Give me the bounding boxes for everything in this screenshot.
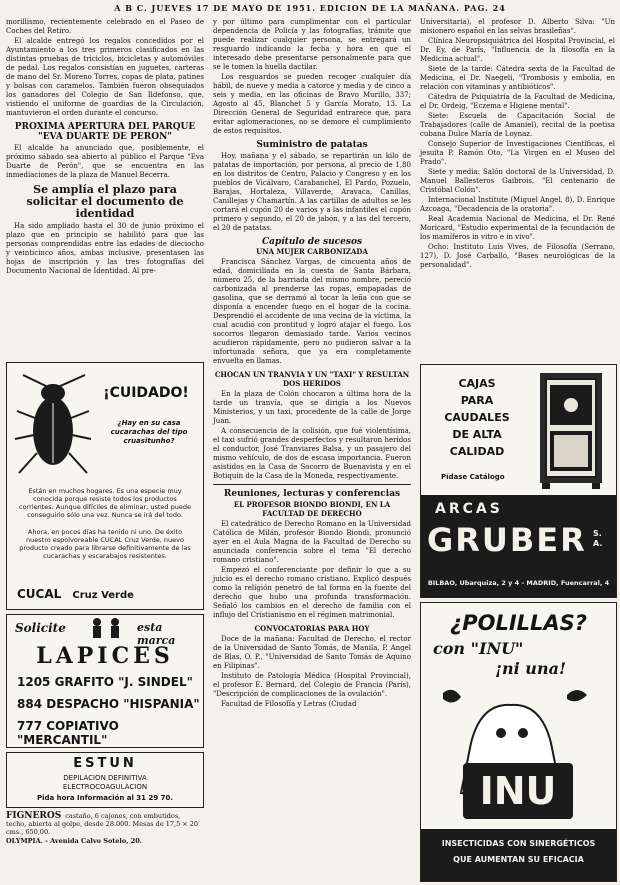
article-text: Internacional Institute (Miguel Angel, 8), D. Enrique Azcoaga, "Decadencia de la oratoria". [420, 196, 615, 213]
estun-ad [6, 752, 204, 808]
gruber-ad [420, 364, 617, 598]
article-text: Ha sido ampliado hasta el 30 de junio próximo el plazo que en principio se habilitó para que las personas comprendidas entre las edades de dieciocho y veinticinco años, ambas inclusive, presentasen las hojas de inscripción y las tres fotografías del Documento Nacional de Identidad. Al pre- [6, 222, 204, 275]
estun-line: Pida hora Información al 31 29 70. [36, 794, 174, 802]
cucal-body: Ahora, en pocos días ha tenido ni uno. De éxito nuestro espolvoreable CUCAL Cruz Verde, nuevo producto creado para librarse definitivamente de las cucarachas y escarabajos resistentes. [19, 528, 191, 560]
gruber-band [421, 495, 616, 597]
lapices-top-left: Solicite [15, 621, 66, 635]
gruber-sa: S. A. [593, 529, 603, 548]
article-text: Facultad de Filosofía y Letras (Ciudad [221, 700, 357, 708]
headline: Reuniones, lecturas y conferencias [223, 489, 401, 499]
article-text: Hoy, mañana y el sábado, se repartirán un kilo de patatas de importación, por persona, al precio de 1,80 en los distritos de Centro, Palacio y Congreso y en los pueblos de Vicálvaro, Carabanchel, El Pardo, Pozuelo, Barajas, Hortaleza, Villaverde, Aravaca, Canillas, Canillejas y Chamartín. A las cartillas de adultos se les cortará el cupón 20 de varios y a las infantiles el cupón primero y segundo, el 20 de jabón, y a las del tercero, el 20 de patatas. [213, 152, 411, 232]
cucal-ad [6, 362, 204, 610]
inu-can [463, 763, 573, 819]
safe-icon [536, 371, 606, 491]
inu-line: con "INU" [433, 639, 524, 658]
column-1 [6, 18, 204, 277]
cucal-brand: CUCAL [17, 587, 62, 601]
article-text: El alcalde entregó los regalos concedidos por el Ayuntamiento a los tres primeros clasificados en las distintas pruebas de triciclos, bicicletas y automóviles de pedal. Los regalos consistían en juguetes, carteras de mano del Sr. Moreno Torres, copas de plata, patines y bolsas con caramelos. También fueron obsequiados los ganadores del Colegio de San Ildefonso, que, vistiendo el uniforme de guardias de la Circulación, mantuvieron el orden durante el concurso. [6, 37, 204, 117]
cucal-brand-line [17, 583, 134, 602]
article-text: Siete: Escuela de Capacitación Social de Trabajadores (calle de Amaniel), recital de la poetisa cubana Dulce María de Loynaz. [420, 112, 615, 138]
classified-text: castaño, 6 cajones, con embutidos, techo, abierta al golpe, desde 28.000. Mesas de 17,5 × 20 cms., 650,00. [6, 812, 199, 836]
article-text: Real Academia Nacional de Medicina, el Dr. René Moricard, "Estudio experimental de la fecundación de los mamíferos in vitro e in vivo". [420, 215, 615, 241]
article-text: Empezó el conferenciante por definir lo que a su juicio es el derecho romano cristiano. Explicó después como la religión penetró de tal forma en la fuente del derecho que hubo una profunda transformación. Señaló los cambios en el derecho de familia con el influjo del Cristianismo en el régimen matrimonial. [213, 566, 411, 619]
classified-ad [6, 812, 202, 845]
children-logo-icon [87, 617, 127, 639]
article-text: Francisca Sánchez Vargas, de cincuenta años de edad, domiciliada en la cuesta de Santa Bárbara, número 25, de la barriada del mismo nombre, pereció carbonizada al prenderse las ropas, empapadas de gasolina, que se derramó al tocar la leña con que se disponía a encender fuego en el hogar de la cocina. Desprendió el accidente de una vecina de la víctima, la cual acudió con prontitud y logró atajar el fuego. Los socorros llegaron demasiado tarde. Varios vecinos acudieron rápidamente, pero no pudieron salvar a la infortunada señora, que ya era completamente envuelta en llamas. [213, 258, 411, 365]
article-text: Siete de la tarde: Cátedra sexta de la Facultad de Medicina, el Dr. Naegeli, "Trombosis y embolia, en relación con vitaminas y antibióticos". [420, 65, 615, 91]
gruber-arcas: ARCAS [435, 501, 503, 517]
gruber-line: PARA [460, 394, 494, 407]
lapices-title: LAPICES [36, 643, 174, 669]
headline: PROXIMA APERTURA DEL PARQUE "EVA DUARTE DE PERON" [14, 122, 196, 142]
gruber-line: CAUDALES [444, 411, 510, 424]
gruber-brand: GRUBER [427, 521, 587, 559]
article-text: El catedrático de Derecho Romano en la Universidad Católica de Milán, profesor Biondo Biondi, pronunció ayer en el Aula Magna de la Facultad de Derecho su anunciada conferencia sobre el tema "El derecho romano cristiano". [213, 520, 411, 564]
lapices-ad [6, 614, 204, 748]
column-2 [213, 18, 411, 710]
article-text: Instituto de Patología Médica (Hospital Provincial), el profesor E. Bernard, del Colegio de Francia (París), "Descripción de complicaciones de la ovulación". [213, 672, 411, 698]
column-3 [420, 18, 615, 271]
article-text: Consejo Superior de Investigaciones Científicas, el jesuita P. Ramón Oto, "La Virgen en el Museo del Prado". [420, 140, 615, 166]
cucal-title: ¡CUIDADO! [103, 385, 189, 401]
article-text: y por último para cumplimentar con el particular dependencia de Policía y las fotografías, trámite que puede realizar cualquier persona, se entregará un resguardo indicando la fecha y hora en que el interesado debe presentarse personalmente para que se le tomen la huella dactilar. [213, 18, 411, 71]
subheadline: UNA MUJER CARBONIZADA [256, 247, 368, 256]
inu-footer [421, 829, 616, 881]
inu-ad [420, 602, 617, 882]
gruber-address: BILBAO, Ubarquiza, 2 y 4 - MADRID, Fuencarral, 4 [427, 579, 610, 587]
gruber-line: DE ALTA [452, 428, 502, 441]
inu-brand: INU [479, 769, 557, 813]
estun-line: DEPILACION DEFINITIVA [63, 774, 147, 782]
article-text: A consecuencia de la colisión, que fué violentísima, el taxi sufrió grandes desperfectos y resultaron heridos el conductor, José Tranviares Balsa, y un pasajero del mismo vehículo, de dos de escasa importancia. Fueron asistidos en la Casa de Socorro de Buenavista y en el Botiquín de la Casa de la Moneda, respectivamente. [213, 427, 411, 480]
headline: Capítulo de sucesos [261, 237, 363, 247]
article-text: En la plaza de Colón chocaron a última hora de la tarde un tranvía, que se dirigía a los Nuevos Ministerios, y un taxi, procedente de la calle de Jorge Juan. [213, 390, 411, 425]
article-text: Siete y media: Salón doctoral de la Universidad, D. Manuel Ballesteros Gaibrois, "El centenario de Cristóbal Colón". [420, 168, 615, 194]
inu-line: ¡ni una! [495, 659, 566, 678]
article-text: Cátedra de Psiquiatría de la Facultad de Medicina, el Dr. Ordeig, "Eczema e Higiene mental". [420, 93, 615, 110]
classified-word: FIGNEROS [6, 811, 62, 821]
cucal-brand-sub: Cruz Verde [72, 590, 134, 601]
article-text: Universitaria), el profesor D. Alberto Silva: "Un misionero español en las selvas brasileñas". [420, 18, 615, 35]
article-text: Clínica Neuropsiquiátrica del Hospital Provincial, el Dr. Ey, de París, "Influencia de la filosofía en la Medicina actual". [420, 37, 615, 63]
headline: Suministro de patatas [256, 140, 368, 150]
estun-title: ESTUN [73, 756, 137, 771]
divider [213, 484, 411, 485]
gruber-line: CALIDAD [449, 445, 505, 458]
headline: Se amplía el plazo para solicitar el documento de identidad [26, 183, 184, 220]
cockroach-icon [13, 373, 93, 483]
lapices-line: 884 DESPACHO "HISPANIA" [17, 697, 200, 711]
article-text: Ocho: Instituto Luis Vives, de Filosofía (Serrano, 127), D. José Carballo, "Bases neurológicas de la personalidad". [420, 243, 615, 269]
classified-shop: OLYMPIA. - Avenida Calvo Sotelo, 20. [6, 837, 143, 845]
estun-line: ELECTROCOAGULACION [62, 783, 148, 791]
article-text: Los resguardos se pueden recoger cualquier día hábil, de nueve y media a catorce y media y de cinco a seis y media, en las oficinas de Bravo Murillo, 337; Agosto al 45, Blanchet 5 y García Morato, 13. La Dirección General de Seguridad entrarece que, para evitar aglomeraciones, no se demore el cumplimiento de estos requisitos. [213, 73, 411, 135]
gruber-catalog: Pídase Catálogo [441, 473, 505, 481]
lapices-top-right: esta marca [137, 621, 176, 647]
cucal-body: Están en muchos hogares. Es una especie muy conocida porque resiste todos los productos corrientes. Aunque difíciles de eliminar, usted puede conseguirlo sólo una vez. Nunca se irá del todo. [19, 487, 191, 519]
page-header: A B C. JUEVES 17 DE MAYO DE 1951. EDICION DE LA MAÑANA. PAG. 24 [114, 3, 506, 13]
headline: CHOCAN UN TRANVIA Y UN "TAXI" Y RESULTAN DOS HERIDOS [214, 370, 410, 388]
subheadline: EL PROFESOR BIONDO BIONDI, EN LA FACULTAD DE DERECHO [233, 500, 391, 518]
cucal-question: ¿Hay en su casa cucarachas del tipo cruasitunho? [110, 419, 188, 445]
headline: CONVOCATORIAS PARA HOY [254, 624, 370, 633]
inu-foot: INSECTICIDAS CON SINERGÉTICOS [441, 839, 596, 848]
article-text: morillismo, recientemente celebrado en el Paseo de Coches del Retiro. [6, 18, 204, 35]
gruber-line: CAJAS [458, 377, 496, 390]
lapices-line: 1205 GRAFITO "J. SINDEL" [17, 675, 193, 689]
lapices-line: 777 COPIATIVO "MERCANTIL" [17, 719, 119, 747]
gruber-headline [429, 375, 525, 460]
inu-foot: QUE AUMENTAN SU EFICACIA [453, 855, 584, 864]
inu-question: ¿POLILLAS? [450, 611, 587, 635]
article-text: El alcalde ha anunciado que, posiblemente, el próximo sábado sea abierto al público el Parque "Eva Duarte de Perón", que se encuentra en las inmediaciones de la plaza de Manuel Becerra. [6, 144, 204, 179]
article-text: Doce de la mañana: Facultad de Derecho, el rector de la Universidad de Santo Tomás, de Manila, P. Angel de Blas, O. P., "Universidad de Santo Tomás de Aquino en Filipinas". [213, 635, 411, 670]
